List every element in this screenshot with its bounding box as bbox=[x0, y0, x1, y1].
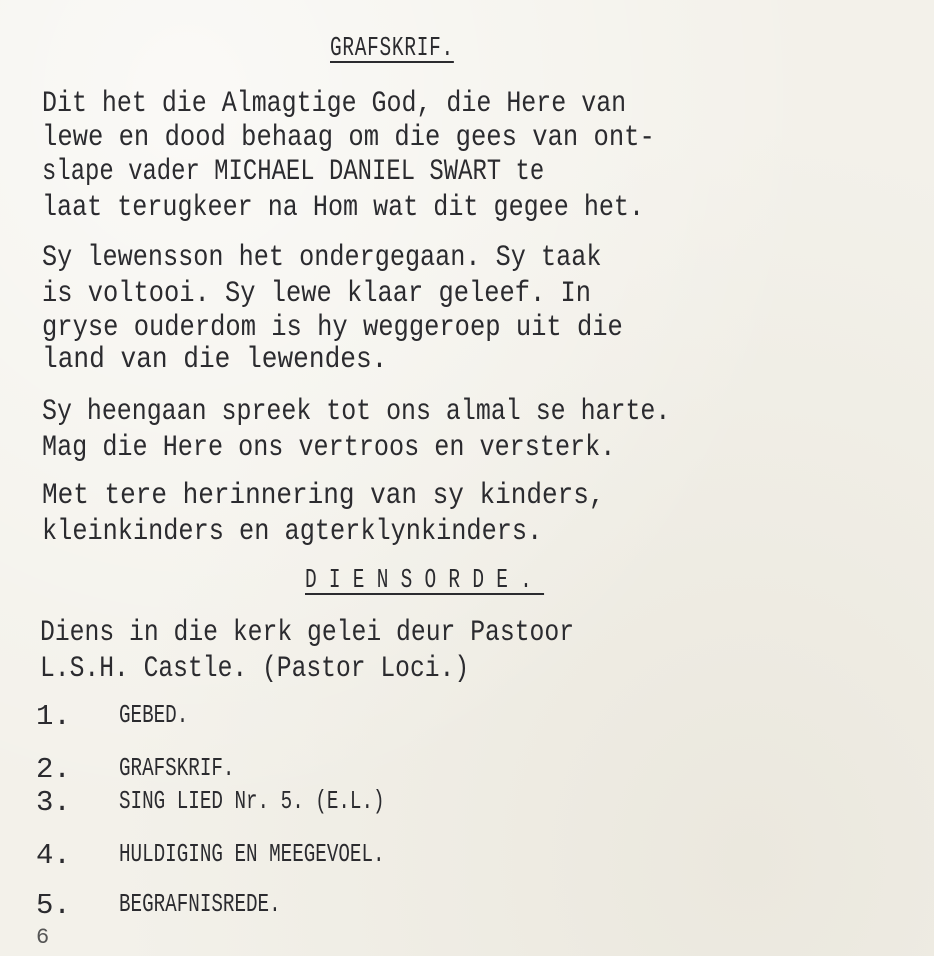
epitaph-line: is voltooi. Sy lewe klaar geleef. In bbox=[42, 277, 591, 311]
list-number: 2. bbox=[36, 753, 71, 786]
epitaph-line: Met tere herinnering van sy kinders, bbox=[42, 479, 605, 513]
list-number: 5. bbox=[36, 889, 71, 922]
list-number: 4. bbox=[36, 839, 71, 872]
list-text: SING LIED Nr. 5. (E.L.) bbox=[119, 786, 385, 816]
epitaph-line: Dit het die Almagtige God, die Here van bbox=[42, 87, 627, 121]
cutoff-list-number: 6 bbox=[36, 925, 50, 950]
list-text: GEBED. bbox=[119, 700, 189, 730]
intro-line: Diens in die kerk gelei deur Pastoor bbox=[40, 616, 575, 650]
epitaph-line: laat terugkeer na Hom wat dit gegee het. bbox=[42, 191, 645, 225]
epitaph-line: gryse ouderdom is hy weggeroep uit die bbox=[42, 311, 623, 345]
epitaph-line: land van die lewendes. bbox=[42, 343, 388, 377]
list-text: BEGRAFNISREDE. bbox=[119, 889, 281, 919]
epitaph-line: Sy heengaan spreek tot ons almal se harte. bbox=[42, 395, 671, 429]
grafskrif-heading: GRAFSKRIF. bbox=[330, 34, 454, 64]
list-number: 1. bbox=[36, 700, 71, 733]
list-number: 3. bbox=[36, 786, 71, 819]
list-text: HULDIGING EN MEEGEVOEL. bbox=[119, 839, 385, 869]
epitaph-line: slape vader MICHAEL DANIEL SWART te bbox=[42, 155, 545, 189]
diensorde-heading: DIENSORDE. bbox=[305, 566, 545, 596]
list-text: GRAFSKRIF. bbox=[119, 753, 235, 783]
epitaph-line: lewe en dood behaag om die gees van ont- bbox=[42, 121, 655, 155]
epitaph-line: Sy lewensson het ondergegaan. Sy taak bbox=[42, 241, 602, 275]
epitaph-line: kleinkinders en agterklynkinders. bbox=[42, 515, 543, 549]
intro-line: L.S.H. Castle. (Pastor Loci.) bbox=[40, 652, 470, 686]
epitaph-line: Mag die Here ons vertroos en versterk. bbox=[42, 431, 616, 465]
